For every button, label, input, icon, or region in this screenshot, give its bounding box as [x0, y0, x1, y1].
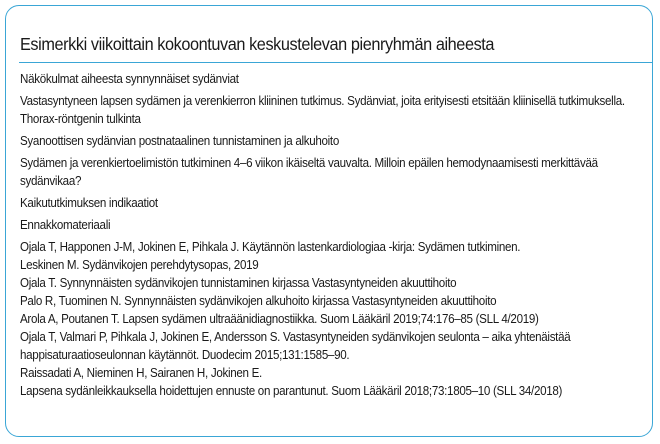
topic-clinical-exam: Vastasyntyneen lapsen sydämen ja verenkierron kliininen tutkimus. Sydänviat, joita erityisesti etsitään kliinisellä tutkimuksella. Thorax-röntgenin tulkinta	[20, 93, 625, 126]
topic-echo-indications: Kaikututkimuksen indikaatiot	[20, 195, 158, 210]
reference-item: Arola A, Poutanen T. Lapsen sydämen ultraäänidiagnostiikka. Suom Lääkäril 2019;74:176–85 (SLL 4/2019)	[20, 311, 539, 326]
reference-item: Ojala T, Happonen J-M, Jokinen E, Pihkala J. Käytännön lastenkardiologiaa -kirja: Sydämen tutkiminen.	[20, 239, 521, 254]
box-content	[20, 70, 627, 400]
topic-infant-exam: Sydämen ja verenkiertoelimistön tutkiminen 4–6 viikon ikäiseltä vauvalta. Milloin epäilen hemodynaamisesti merkittävää sydänvikaa?	[20, 155, 598, 188]
box-title: Esimerkki viikoittain kokoontuvan keskustelevan pienryhmän aiheesta	[20, 34, 495, 54]
reference-item: Lapsena sydänleikkauksella hoidettujen ennuste on parantunut. Suom Lääkäril 2018;73:1805–10 (SLL 34/2018)	[20, 383, 563, 398]
title-divider	[19, 62, 652, 63]
topic-cyanotic-defect: Syanoottisen sydänvian postnataalinen tunnistaminen ja alkuhoito	[20, 133, 339, 148]
reference-item: Raissadati A, Nieminen H, Sairanen H, Jokinen E.	[20, 365, 262, 380]
reference-item: Ojala T. Synnynnäisten sydänvikojen tunnistaminen kirjassa Vastasyntyneiden akuuttihoito	[20, 275, 457, 290]
reference-item: Ojala T, Valmari P, Pihkala J, Jokinen E, Andersson S. Vastasyntyneiden sydänvikojen seulonta – aika yhtenäistää happisaturaatioseulonnan käytännöt. Duodecim 2015;131:1585–90.	[20, 329, 571, 362]
info-box	[5, 5, 653, 437]
pre-material-heading: Ennakkomateriaali	[20, 217, 111, 232]
reference-item: Leskinen M. Sydänvikojen perehdytysopas, 2019	[20, 257, 259, 272]
topic-heading: Näkökulmat aiheesta synnynnäiset sydänviat	[20, 71, 239, 86]
reference-item: Palo R, Tuominen N. Synnynnäisten sydänvikojen alkuhoito kirjassa Vastasyntyneiden akuuttihoito	[20, 293, 497, 308]
reference-list	[20, 238, 627, 400]
